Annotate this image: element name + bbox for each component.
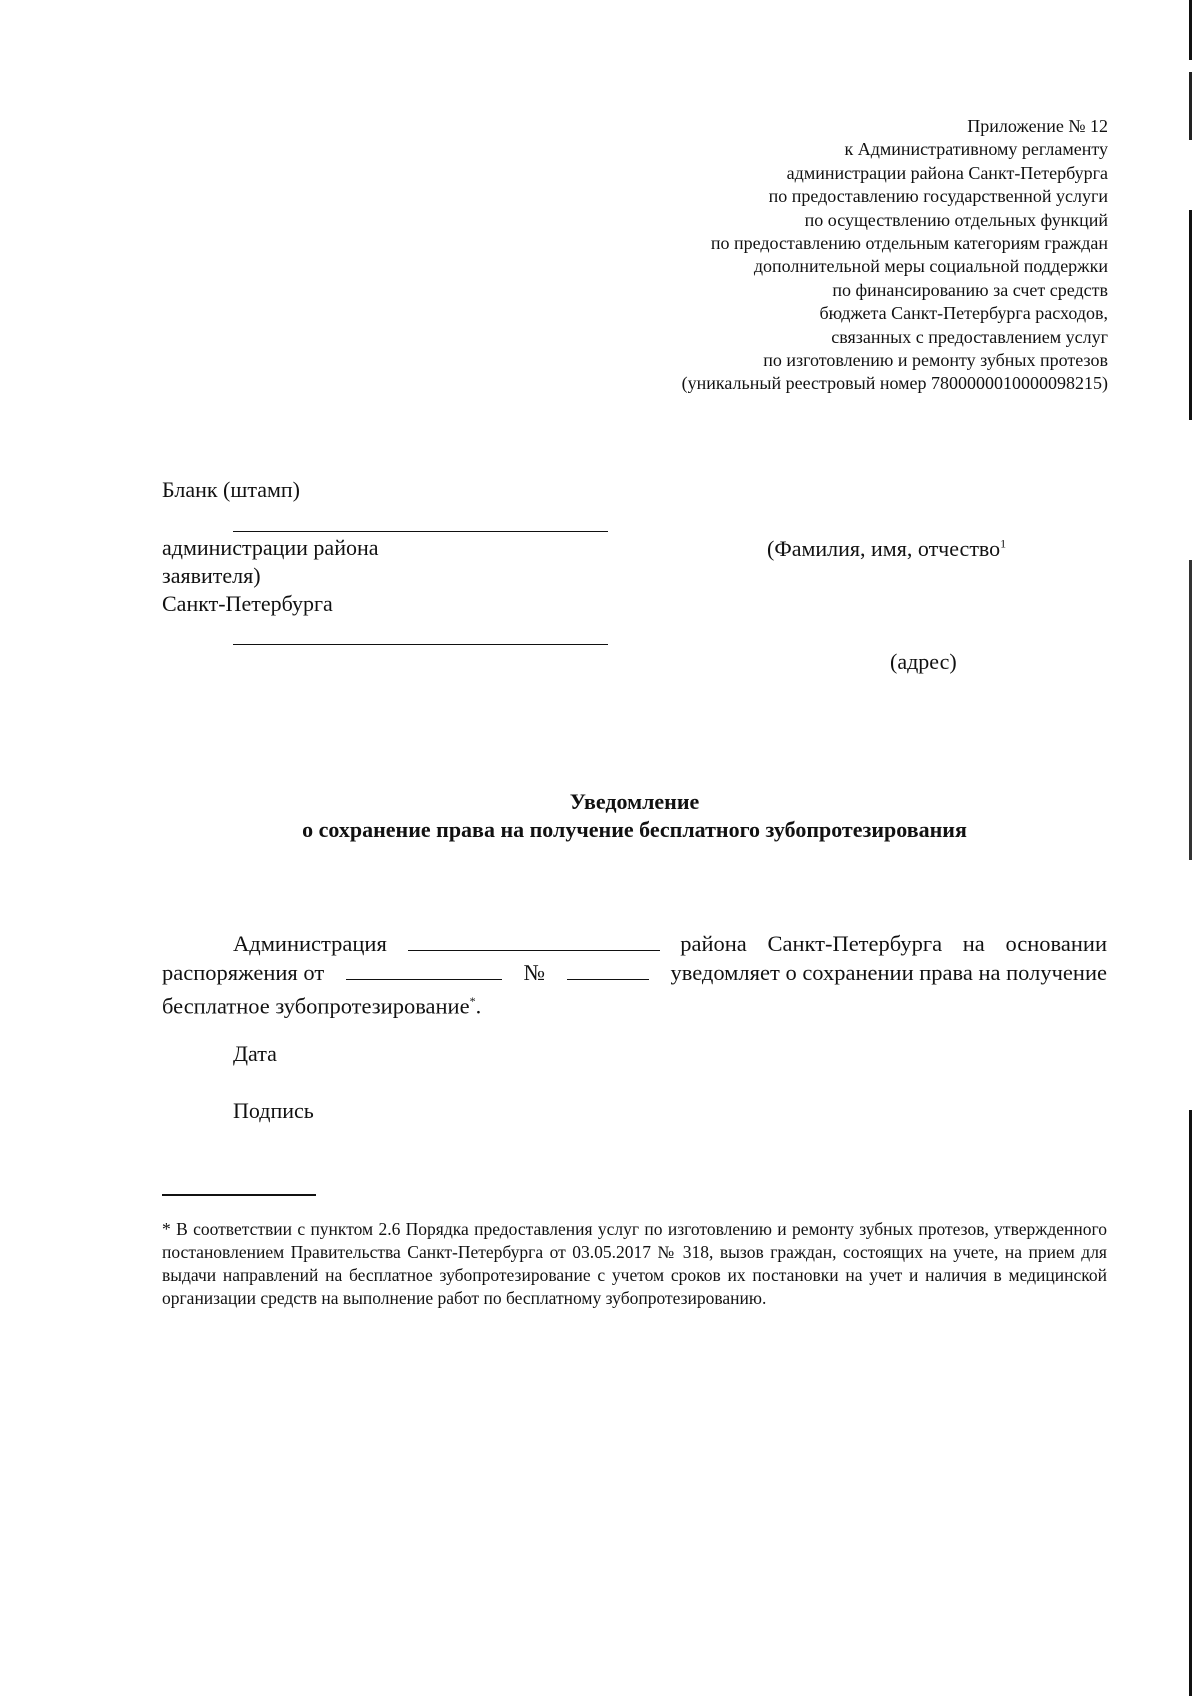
city-label: Санкт-Петербурга (162, 591, 333, 616)
fio-underline (233, 531, 608, 532)
appendix-line: по осуществлению отдельных функций (804, 209, 1108, 230)
paragraph-line-3: бесплатное зубопротезирование*. (162, 993, 482, 1019)
footnote-mark: 1 (1000, 536, 1007, 551)
signature-label: Подпись (233, 1098, 314, 1123)
appendix-line: по предоставлению государственной услуги (768, 186, 1108, 207)
document-subtitle: о сохранение права на получение бесплатного зубопротезирования (302, 817, 967, 842)
paragraph-line-2: распоряжения от № уведомляет о сохранении права на получение (162, 959, 1107, 985)
order-number-blank (567, 959, 649, 980)
document-title: Уведомление (569, 789, 700, 814)
appendix-header (682, 115, 1108, 396)
appendix-line: администрации района Санкт-Петербурга (786, 162, 1108, 183)
appendix-line: по предоставлению отдельным категориям граждан (710, 233, 1108, 254)
applicant-label: заявителя) (162, 563, 261, 588)
asterisk-mark: * (469, 994, 476, 1008)
address-underline (233, 644, 608, 645)
footnote-text: * В соответствии с пунктом 2.6 Порядка предоставления услуг по изготовлению и ремонту зубных протезов, утвержденного постановлением Правительства Санкт-Петербурга от 03.05.2017 № 318, вызов граждан, состоящих на учете, на прием для выдачи направлений на бесплатное зубопротезирование с учетом сроков их постановки на учет и наличия в медицинской организации средств на выполнение работ по бесплатному зубопротезированию. (162, 1219, 1107, 1308)
admin-label: администрации района (162, 535, 379, 560)
footnote-separator (162, 1194, 316, 1196)
appendix-line: по изготовлению и ремонту зубных протезов (763, 350, 1108, 371)
date-label: Дата (233, 1041, 277, 1066)
appendix-line: бюджета Санкт-Петербурга расходов, (819, 303, 1108, 324)
scan-edge-mark (1189, 0, 1192, 1696)
district-blank (408, 930, 660, 951)
paragraph-line-1: Администрация района Санкт-Петербурга на основании (233, 931, 1107, 956)
appendix-line: дополнительной меры социальной поддержки (753, 256, 1108, 277)
blank-stamp-label: Бланк (штамп) (162, 477, 300, 502)
notice-paragraph (162, 930, 1107, 1021)
fio-label: (Фамилия, имя, отчество$^1$ (767, 536, 1007, 561)
order-date-blank (346, 959, 502, 980)
address-label: (адрес) (890, 649, 957, 674)
appendix-line: (уникальный реестровый номер 7800000010000098215) (681, 373, 1108, 394)
appendix-line: Приложение № 12 (967, 116, 1108, 136)
appendix-line: к Административному регламенту (844, 139, 1108, 160)
appendix-line: по финансированию за счет средств (832, 279, 1108, 300)
appendix-line: связанных с предоставлением услуг (831, 326, 1108, 347)
